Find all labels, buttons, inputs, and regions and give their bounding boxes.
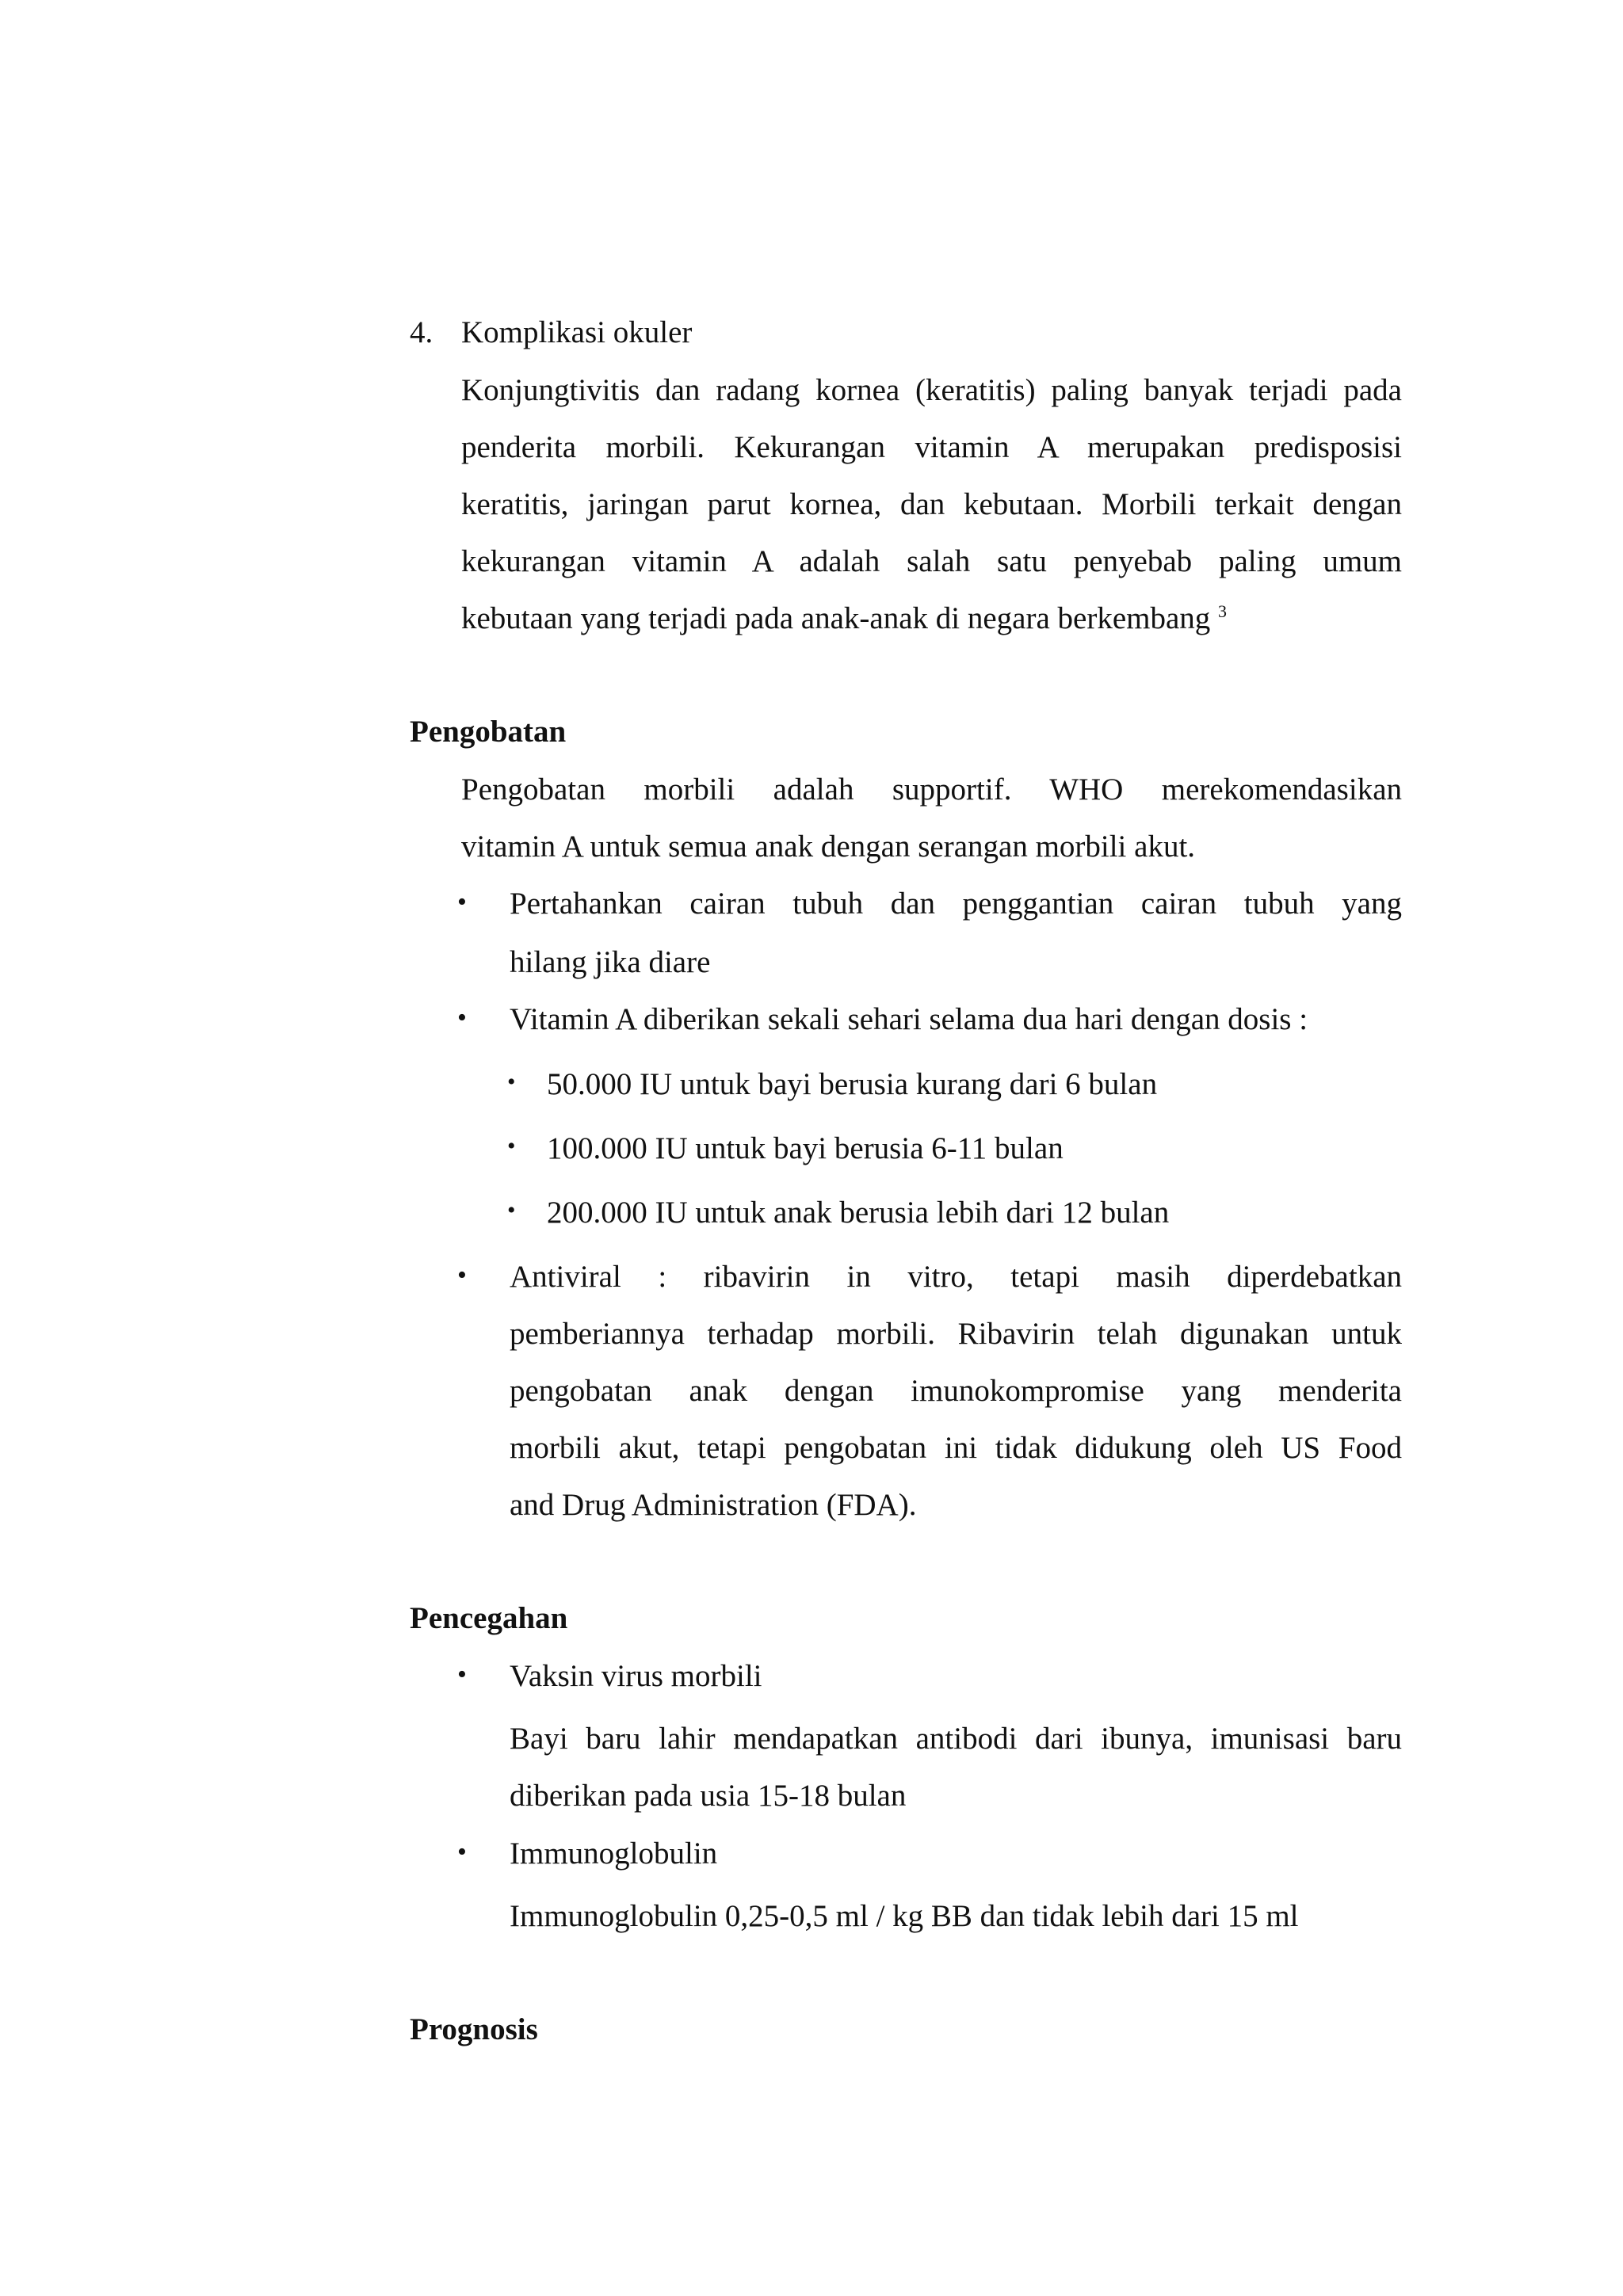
section-heading: Prognosis: [410, 2012, 538, 2046]
bullet-item-line: Antiviral : ribavirin in vitro, tetapi masih diperdebatkan: [510, 1260, 1402, 1294]
section-heading: Pencegahan: [410, 1601, 568, 1635]
bullet-item-line: Vaksin virus morbili: [510, 1659, 762, 1693]
bullet-icon: •: [457, 887, 467, 917]
bullet-icon: •: [457, 1837, 467, 1867]
paragraph-line: [461, 603, 1227, 634]
paragraph-line: keratitis, jaringan parut kornea, dan kebutaan. Morbili terkait dengan: [461, 487, 1402, 521]
bullet-item-line: diberikan pada usia 15-18 bulan: [510, 1779, 907, 1813]
reference-superscript: 3: [1218, 601, 1228, 621]
paragraph-line: penderita morbili. Kekurangan vitamin A merupakan predisposisi: [461, 430, 1402, 464]
bullet-item-line: morbili akut, tetapi pengobatan ini tidak didukung oleh US Food: [510, 1431, 1402, 1465]
bullet-item-line: Pertahankan cairan tubuh dan penggantian cairan tubuh yang: [510, 887, 1402, 921]
bullet-icon: •: [457, 1003, 467, 1032]
bullet-icon: •: [457, 1261, 467, 1290]
section-title: Komplikasi okuler: [461, 315, 693, 349]
sub-bullet-item: 100.000 IU untuk bayi berusia 6-11 bulan: [547, 1131, 1064, 1165]
paragraph-text: kebutaan yang terjadi pada anak-anak di negara berkembang: [461, 601, 1211, 635]
bullet-item-line: Immunoglobulin: [510, 1836, 718, 1871]
paragraph-line: kekurangan vitamin A adalah salah satu penyebab paling umum: [461, 544, 1402, 578]
bullet-item-line: Bayi baru lahir mendapatkan antibodi dari ibunya, imunisasi baru: [510, 1722, 1402, 1756]
bullet-item-line: and Drug Administration (FDA).: [510, 1488, 917, 1522]
bullet-icon: •: [507, 1069, 516, 1095]
paragraph-line: Pengobatan morbili adalah supportif. WHO merekomendasikan: [461, 772, 1402, 807]
bullet-item-line: Immunoglobulin 0,25-0,5 ml / kg BB dan tidak lebih dari 15 ml: [510, 1899, 1299, 1933]
paragraph-line: vitamin A untuk semua anak dengan serangan morbili akut.: [461, 830, 1196, 864]
bullet-item-line: Vitamin A diberikan sekali sehari selama dua hari dengan dosis :: [510, 1002, 1308, 1036]
bullet-item-line: pemberiannya terhadap morbili. Ribavirin telah digunakan untuk: [510, 1317, 1402, 1351]
bullet-icon: •: [457, 1660, 467, 1689]
bullet-item-line: pengobatan anak dengan imunokompromise yang menderita: [510, 1374, 1402, 1408]
bullet-item-line: hilang jika diare: [510, 945, 711, 979]
bullet-icon: •: [507, 1197, 516, 1223]
bullet-icon: •: [507, 1133, 516, 1159]
list-number: 4.: [410, 315, 433, 349]
sub-bullet-item: 200.000 IU untuk anak berusia lebih dari 12 bulan: [547, 1196, 1170, 1230]
paragraph-line: Konjungtivitis dan radang kornea (keratitis) paling banyak terjadi pada: [461, 373, 1402, 407]
section-heading: Pengobatan: [410, 715, 567, 749]
sub-bullet-item: 50.000 IU untuk bayi berusia kurang dari 6 bulan: [547, 1067, 1158, 1101]
